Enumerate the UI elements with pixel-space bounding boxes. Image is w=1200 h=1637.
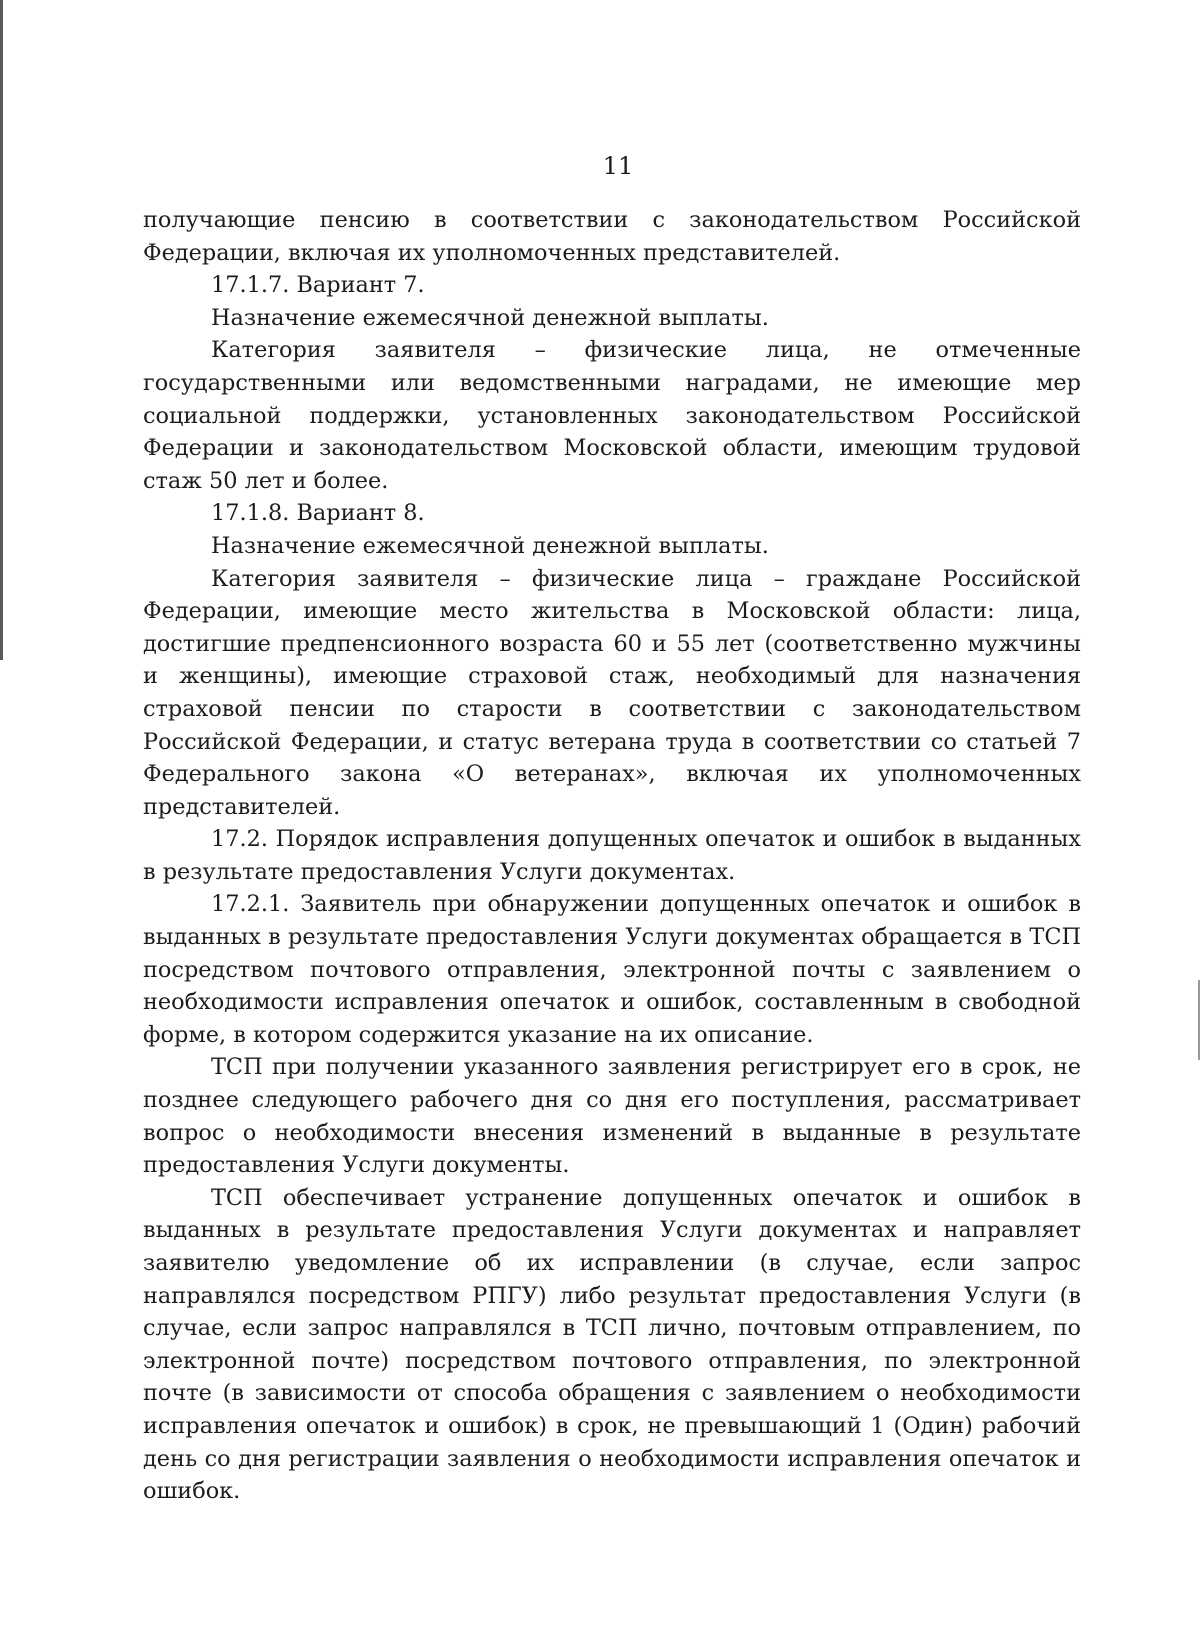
paragraph-variant-7-purpose: Назначение ежемесячной денежной выплаты.	[211, 304, 769, 331]
paragraph-variant-8-purpose: Назначение ежемесячной денежной выплаты.	[211, 532, 769, 559]
scan-left-edge	[0, 0, 3, 660]
paragraph-variant-8-category: Категория заявителя – физические лица – граждане Российской Федерации, имеющие место жительства в Московской области: лица, достигшие предпенсионного возраста 60 и 55 лет (соответственно мужчины и женщины), имеющие страховой стаж, необходимый для назначения страховой пенсии по старости в соответствии с законодательством Российской Федерации, и статус ветерана труда в соответствии со статьей 7 Федерального закона «О ветеранах», включая их уполномоченных представителей.	[143, 565, 1081, 820]
paragraph-tsp-correction: ТСП обеспечивает устранение допущенных опечаток и ошибок в выданных в результате предоставления Услуги документах и направляет заявителю уведомление об их исправлении (в случае, если запрос направлялся посредством РПГУ) либо результат предоставления Услуги (в случае, если запрос направлялся в ТСП лично, почтовым отправлением, по электронной почте) посредством почтового отправления, по электронной почте (в зависимости от способа обращения с заявлением о необходимости исправления опечаток и ошибок) в срок, не превышающий 1 (Один) рабочий день со дня регистрации заявления о необходимости исправления опечаток и ошибок.	[143, 1184, 1081, 1505]
paragraph-section-17-2-1: 17.2.1. Заявитель при обнаружении допущенных опечаток и ошибок в выданных в результате предоставления Услуги документах обращается в ТСП посредством почтового отправления, электронной почты с заявлением о необходимости исправления опечаток и ошибок, составленным в свободной форме, в котором содержится указание на их описание.	[143, 891, 1081, 1048]
document-body	[143, 204, 1081, 1508]
page-number: 11	[602, 152, 634, 180]
paragraph-section-17-2: 17.2. Порядок исправления допущенных опечаток и ошибок в выданных в результате предоставления Услуги документах.	[143, 826, 1081, 885]
paragraph-variant-7-category: Категория заявителя – физические лица, не отмеченные государственными или ведомственными наградами, не имеющие мер социальной поддержки, установленных законодательством Российской Федерации и законодательством Московской области, имеющим трудовой стаж 50 лет и более.	[143, 337, 1081, 494]
paragraph-continuation: получающие пенсию в соответствии с законодательством Российской Федерации, включая их уполномоченных представителей.	[143, 207, 1081, 266]
paragraph-variant-8-heading: 17.1.8. Вариант 8.	[211, 500, 425, 527]
paragraph-variant-7-heading: 17.1.7. Вариант 7.	[211, 272, 425, 299]
paragraph-tsp-registration: ТСП при получении указанного заявления регистрирует его в срок, не позднее следующего рабочего дня со дня его поступления, рассматривает вопрос о необходимости внесения изменений в выданные в результате предоставления Услуги документы.	[143, 1054, 1081, 1179]
